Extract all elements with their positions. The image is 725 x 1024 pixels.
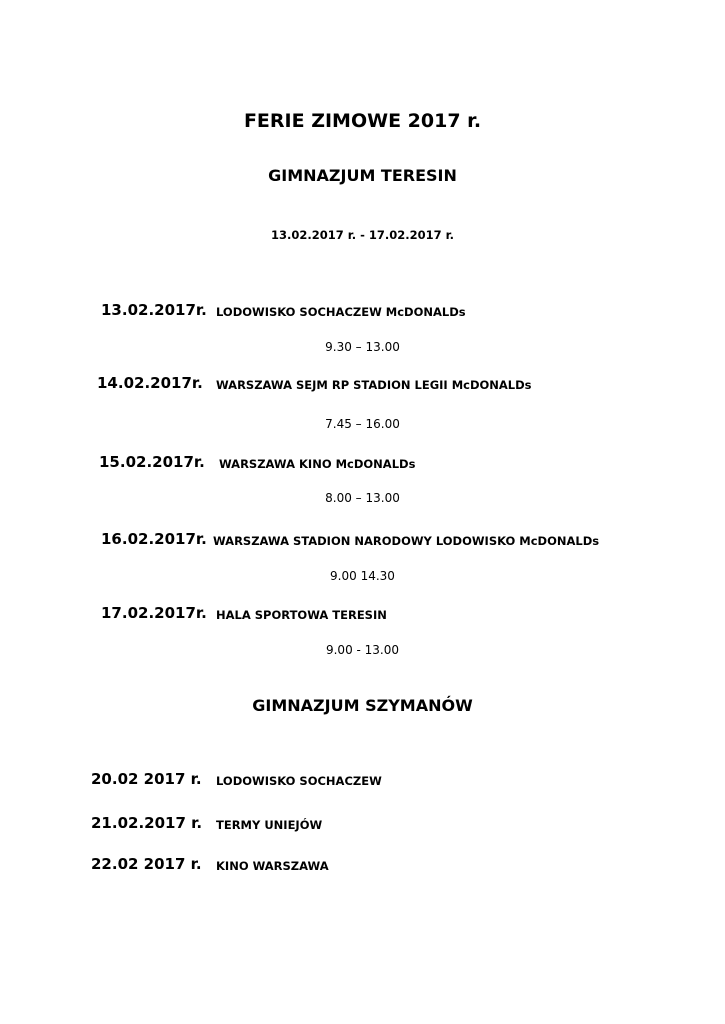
school-heading-szymanow: GIMNAZJUM SZYMANÓW: [252, 696, 473, 715]
event-place: TERMY UNIEJÓW: [216, 818, 323, 832]
event-date: 16.02.2017r.: [101, 530, 207, 548]
event-date: 14.02.2017r.: [97, 374, 203, 392]
event-time: 9.00 - 13.00: [325, 643, 400, 657]
event-place: KINO WARSZAWA: [216, 859, 329, 873]
event-place: LODOWISKO SOCHACZEW: [216, 774, 382, 788]
event-date: 15.02.2017r.: [99, 453, 205, 471]
event-place: WARSZAWA KINO McDONALDs: [219, 457, 416, 471]
page-title: FERIE ZIMOWE 2017 r.: [243, 110, 482, 132]
event-time: 8.00 – 13.00: [325, 491, 400, 505]
event-time: 9.30 – 13.00: [325, 340, 400, 354]
event-date: 21.02.2017 r.: [91, 814, 203, 832]
event-time: 9.00 14.30: [330, 569, 395, 583]
event-date: 20.02 2017 r.: [91, 770, 202, 788]
event-place: WARSZAWA SEJM RP STADION LEGII McDONALDs: [216, 378, 532, 392]
date-range: 13.02.2017 r. - 17.02.2017 r.: [270, 228, 455, 242]
school-heading-teresin: GIMNAZJUM TERESIN: [268, 166, 457, 185]
event-place: WARSZAWA STADION NARODOWY LODOWISKO McDONALDs: [213, 534, 600, 548]
event-place: LODOWISKO SOCHACZEW McDONALDs: [216, 305, 466, 319]
event-date: 13.02.2017r.: [101, 301, 207, 319]
event-time: 7.45 – 16.00: [325, 417, 400, 431]
event-date: 17.02.2017r.: [101, 604, 207, 622]
event-place: HALA SPORTOWA TERESIN: [216, 608, 387, 622]
event-date: 22.02 2017 r.: [91, 855, 202, 873]
